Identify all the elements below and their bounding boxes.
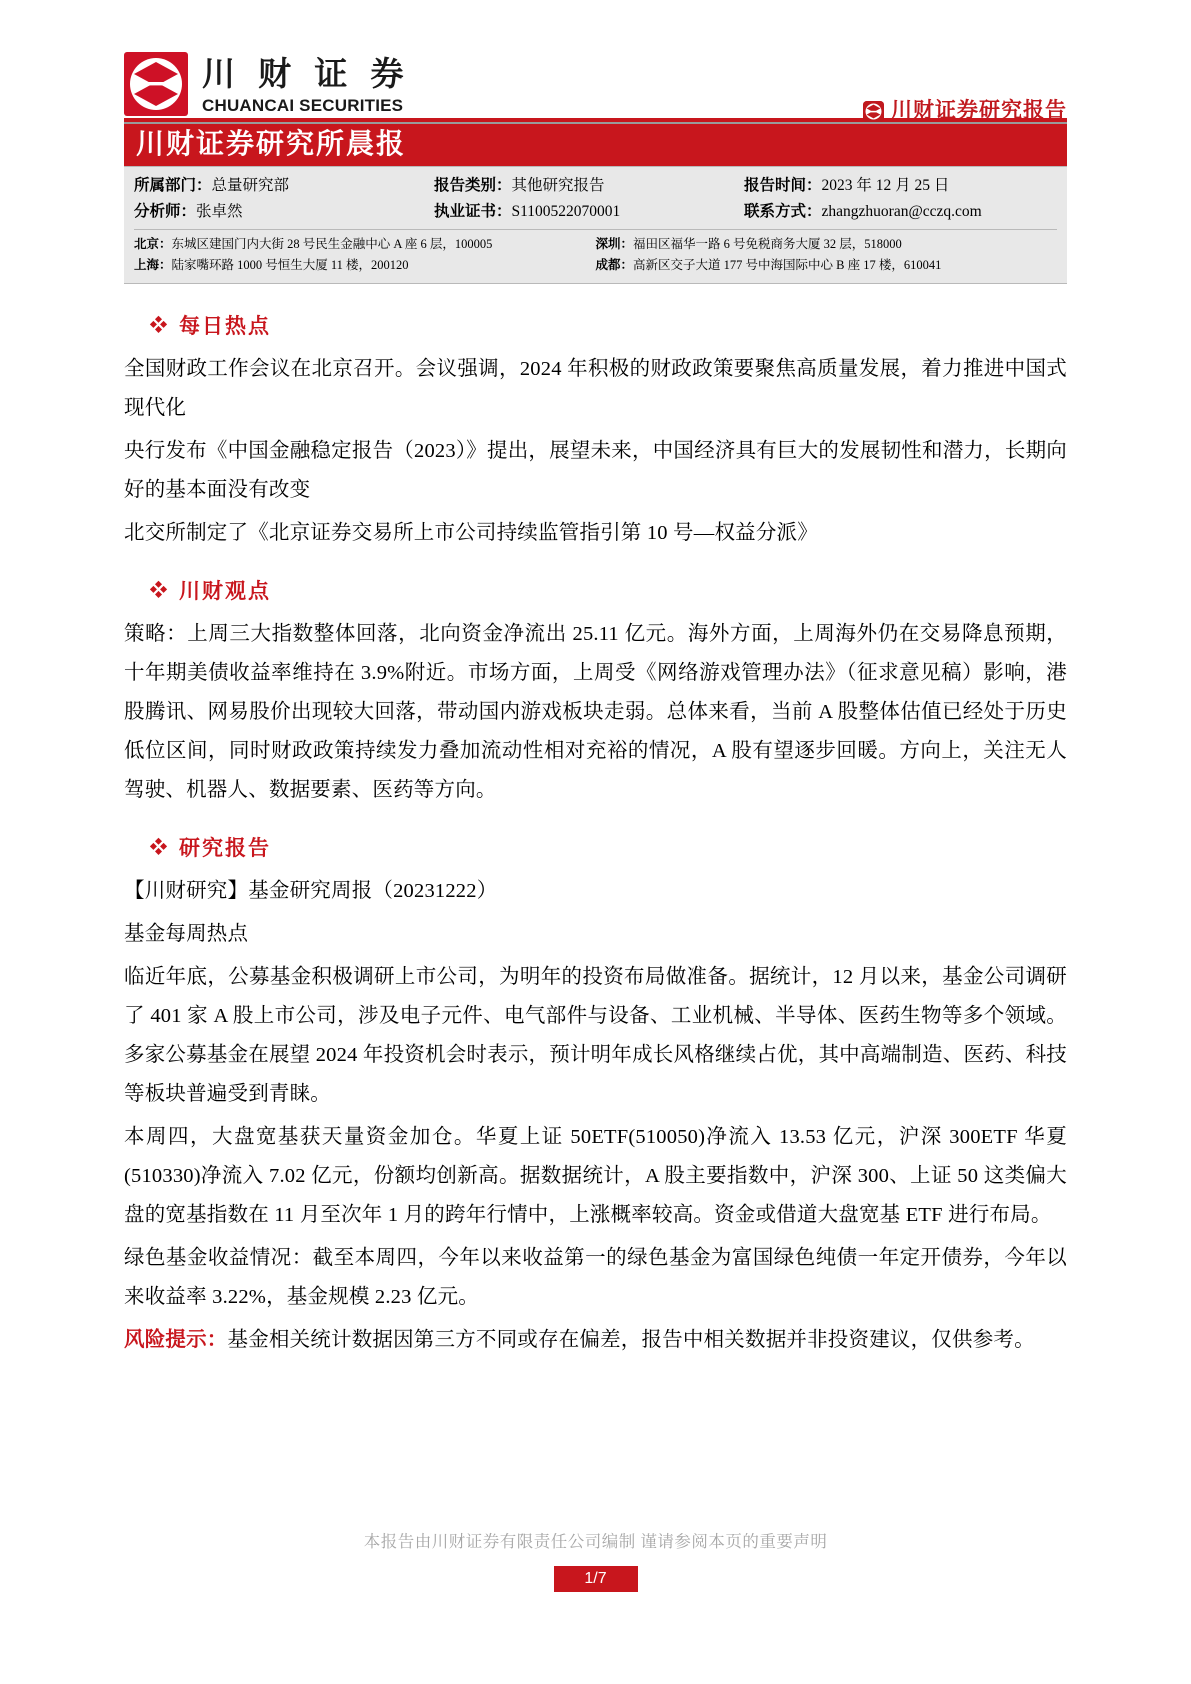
logo-chinese-name: 川 财 证 券 [202,55,411,92]
section-heading-daily-hot-label: 每日热点 [179,314,271,338]
meta-contact [744,199,1057,224]
masthead [124,0,1067,122]
meta-contact-email[interactable]: zhangzhuoran@cczq.com [821,203,982,220]
risk-disclosure-text: 基金相关统计数据因第三方不同或存在偏差，报告中相关数据并非投资建议，仅供参考。 [227,1329,1035,1351]
meta-divider [134,229,1057,230]
paragraph: 央行发布《中国金融稳定报告（2023）》提出，展望未来，中国经济具有巨大的发展韧性和潜力，长期向好的基本面没有改变 [124,440,1067,501]
meta-date-value: 2023 年 12 月 25 日 [821,177,950,194]
meta-contact-label: 联系方式： [744,203,822,220]
meta-license [434,199,744,224]
research-report-badge [863,100,1067,122]
office-shenzhen-label: 深圳： [595,237,634,251]
office-shanghai [134,255,596,276]
research-badge-logo-icon [863,101,884,122]
meta-category-label: 报告类别： [434,177,512,194]
diamond-bullet-icon: ❖ [150,837,169,857]
office-beijing-value: 东城区建国门内大街 28 号民生金融中心 A 座 6 层，100005 [171,237,493,251]
meta-analyst-label: 分析师： [134,203,197,220]
meta-row [134,173,1057,198]
meta-department [134,173,434,198]
office-beijing-label: 北京： [134,237,172,251]
paragraph: 临近年底，公募基金积极调研上市公司，为明年的投资布局做准备。据统计，12 月以来，基金公司调研了 401 家 A 股上市公司，涉及电子元件、电气部件与设备、工业机械、半导体、医药生物等多个领域。多家公募基金在展望 2024 年投资机会时表示，预计明年成长风格继续占优，其中高端制造、医药、科技等板块普遍受到青睐。 [124,966,1067,1105]
section-heading-research-label: 研究报告 [179,836,271,860]
chuancai-logo-icon [124,52,188,116]
section-heading-viewpoint-label: 川财观点 [179,579,271,603]
section-heading-daily-hot [150,310,1067,340]
footer-disclaimer: 本报告由川财证券有限责任公司编制 谨请参阅本页的重要声明 [363,1532,828,1551]
page-title: 川财证券研究所晨报 [136,129,407,160]
research-report-subtitle: 基金每周热点 [124,923,249,945]
meta-category-value: 其他研究报告 [511,177,605,194]
report-meta-table [124,166,1067,284]
page-footer [0,1528,1191,1592]
logo-english-name: CHUANCAI SECURITIES [202,96,404,115]
office-chengdu [596,255,1058,276]
paragraph: 绿色基金收益情况：截至本周四，今年以来收益第一的绿色基金为富国绿色纯债一年定开债券，今年以来收益率 3.22%，基金规模 2.23 亿元。 [124,1247,1067,1308]
office-address-row [134,255,1057,276]
office-chengdu-label: 成都： [595,258,634,272]
office-shanghai-label: 上海： [134,258,172,272]
masthead-divider [124,122,1067,124]
office-chengdu-value: 高新区交子大道 177 号中海国际中心 B 座 17 楼，610041 [633,258,942,272]
section-heading-research [150,832,1067,862]
meta-date-label: 报告时间： [744,177,822,194]
paragraph: 北交所制定了《北京证券交易所上市公司持续监管指引第 10 号—权益分派》 [124,522,818,544]
office-address-row [134,234,1057,255]
logo-arrow-icon [130,58,182,110]
paragraph: 全国财政工作会议在北京召开。会议强调，2024 年积极的财政政策要聚焦高质量发展，着力推进中国式现代化 [124,358,1067,419]
office-shanghai-value: 陆家嘴环路 1000 号恒生大厦 11 楼，200120 [171,258,409,272]
paragraph: 本周四，大盘宽基获天量资金加仓。华夏上证 50ETF(510050)净流入 13.53 亿元，沪深 300ETF 华夏(510330)净流入 7.02 亿元，份额均创新高。据数据统计，A 股主要指数中，沪深 300、上证 50 这类偏大盘的宽基指数在 11 月至次年 1 月的跨年行情中，上涨概率较高。资金或借道大盘宽基 ETF 进行布局。 [124,1126,1067,1226]
meta-department-value: 总量研究部 [211,177,290,194]
research-badge-label: 川财证券研究报告 [891,99,1067,122]
meta-date [744,173,1057,198]
diamond-bullet-icon: ❖ [150,580,169,600]
meta-analyst [134,199,434,224]
risk-disclosure-label: 风险提示： [124,1329,228,1351]
research-report-title: 【川财研究】基金研究周报（20231222） [124,880,498,902]
page-number-badge: 1/7 [554,1566,638,1592]
diamond-bullet-icon: ❖ [150,315,169,335]
meta-row [134,199,1057,224]
meta-license-label: 执业证书： [434,203,512,220]
document-body [124,284,1067,1360]
section-heading-viewpoint [150,575,1067,605]
paragraph: 策略：上周三大指数整体回落，北向资金净流出 25.11 亿元。海外方面，上周海外仍在交易降息预期，十年期美债收益率维持在 3.9%附近。市场方面，上周受《网络游戏管理办法》（征求意见稿）影响，港股腾讯、网易股价出现较大回落，带动国内游戏板块走弱。总体来看，当前 A 股整体估值已经处于历史低位区间，同时财政政策持续发力叠加流动性相对充裕的情况，A 股有望逐步回暖。方向上，关注无人驾驶、机器人、数据要素、医药等方向。 [124,623,1067,801]
meta-category [434,173,744,198]
meta-license-value: S1100522070001 [511,203,621,220]
meta-analyst-value: 张卓然 [196,203,243,220]
meta-department-label: 所属部门： [134,177,212,194]
risk-disclosure [124,1321,1067,1360]
report-title-bar [124,118,1067,166]
office-beijing [134,234,596,255]
office-shenzhen [596,234,1058,255]
office-shenzhen-value: 福田区福华一路 6 号免税商务大厦 32 层，518000 [633,237,902,251]
